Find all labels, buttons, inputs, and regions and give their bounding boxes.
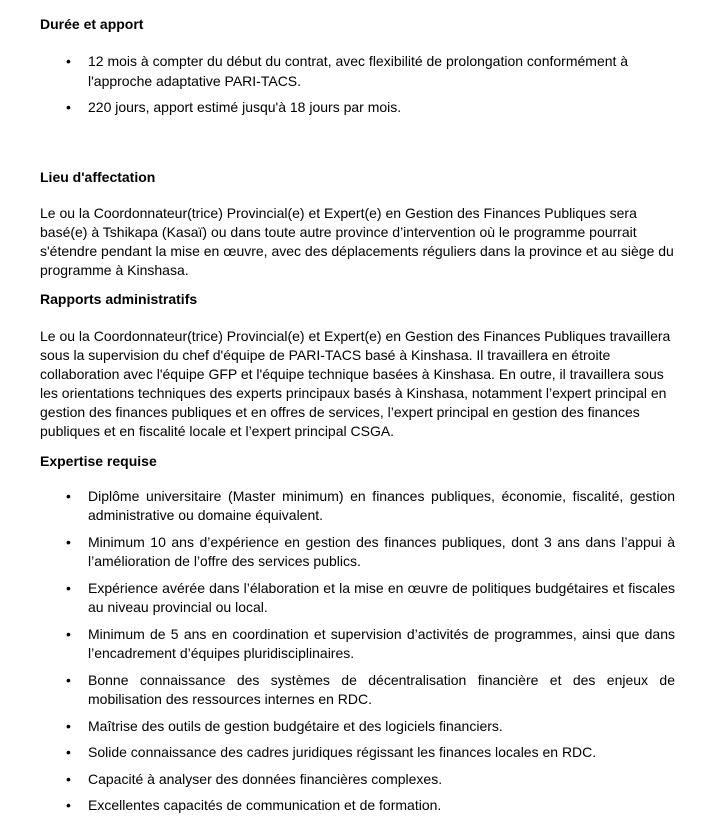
bullet-marker: •: [66, 625, 71, 642]
rapports-paragraph: Le ou la Coordonnateur(trice) Provincial(e) et Expert(e) en Gestion des Finances Publiques travaillera sous la supervision du chef d'équipe de PARI-TACS basé à Kinshasa. Il travaillera en étroite collaboration avec l'équipe GFP et l'équipe technique basées à Kinshasa. En outre, il travaillera sous les orientations techniques des experts principaux basés à Kinshasa, notamment l’expert principal en gestion des finances publiques et en offres de services, l’expert principal en gestion des finances publiques et en fiscalité locale et l’expert principal CSGA.: [40, 327, 671, 439]
list-item-text: Diplôme universitaire (Master minimum) en finances publiques, économie, fiscalité, gestion administrative ou domaine équivalent.: [88, 487, 675, 523]
duree-bullet-list: [40, 52, 675, 118]
list-item-text: Minimum 10 ans d’expérience en gestion des finances publiques, dont 3 ans dans l’appui à l’amélioration de l’offre des services publics.: [88, 533, 675, 569]
bullet-marker: •: [66, 671, 71, 688]
list-item-text: Maîtrise des outils de gestion budgétaire et des logiciels financiers.: [88, 717, 503, 734]
lieu-paragraph: Le ou la Coordonnateur(trice) Provincial(e) et Expert(e) en Gestion des Finances Publiques sera basé(e) à Tshikapa (Kasaï) ou dans toute autre province d’intervention où le programme pourrait s'étendre pendant la mise en œuvre, avec des déplacements réguliers dans la province et au siège du programme à Kinshasa.: [40, 204, 674, 278]
list-item-text: 220 jours, apport estimé jusqu'à 18 jours par mois.: [88, 99, 402, 115]
list-item: [40, 770, 675, 790]
list-item-text: Excellentes capacités de communication et de formation.: [88, 797, 442, 813]
bullet-marker: •: [66, 99, 71, 115]
section-heading-lieu: Lieu d'affectation: [40, 168, 156, 185]
list-item: [40, 98, 675, 118]
list-item: [40, 671, 675, 710]
list-item: [40, 487, 675, 526]
list-item-text: Expérience avérée dans l’élaboration et la mise en œuvre de politiques budgétaires et fiscales au niveau provincial ou local.: [88, 579, 675, 615]
list-item-text: Minimum de 5 ans en coordination et supervision d’activités de programmes, ainsi que dans l’encadrement d’équipes pluridisciplinaires.: [88, 625, 675, 661]
section-heading-rapports: Rapports administratifs: [40, 290, 198, 307]
list-item-text: Solide connaissance des cadres juridiques régissant les finances locales en RDC.: [88, 744, 597, 760]
bullet-marker: •: [66, 797, 71, 813]
expertise-bullet-list: [40, 487, 675, 816]
list-item-text: Capacité à analyser des données financières complexes.: [88, 770, 443, 787]
list-item-text: 12 mois à compter du début du contrat, avec flexibilité de prolongation conformément à l'approche adaptative PARI-TACS.: [88, 53, 629, 89]
bullet-marker: •: [66, 717, 71, 734]
bullet-marker: •: [66, 579, 71, 596]
bullet-marker: •: [66, 487, 71, 504]
list-item: [40, 52, 675, 91]
section-heading-expertise: Expertise requise: [40, 452, 157, 469]
section-heading-duree: Durée et apport: [40, 16, 144, 32]
bullet-marker: •: [66, 744, 71, 760]
list-item-text: Bonne connaissance des systèmes de décentralisation financière et des enjeux de mobilisation des ressources internes en RDC.: [88, 671, 675, 707]
list-item: [40, 717, 675, 737]
bullet-marker: •: [66, 53, 71, 69]
list-item: [40, 533, 675, 572]
bullet-marker: •: [66, 533, 71, 550]
list-item: [40, 743, 675, 763]
list-item: [40, 579, 675, 618]
bullet-marker: •: [66, 770, 71, 787]
list-item: [40, 625, 675, 664]
list-item: [40, 796, 675, 816]
